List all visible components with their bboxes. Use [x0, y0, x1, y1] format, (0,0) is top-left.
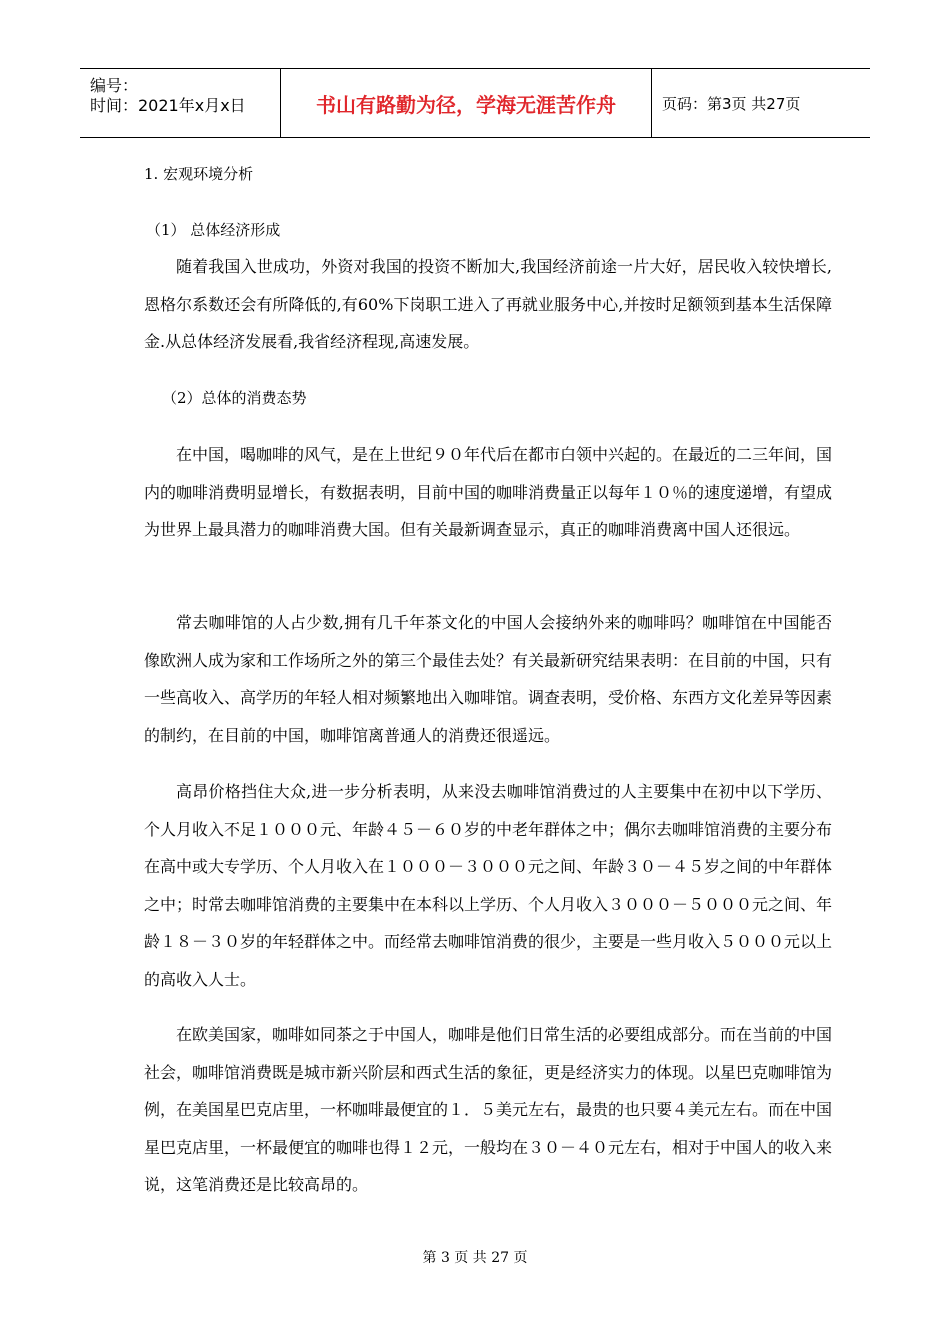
paragraph-coffee-trend: 在中国，喝咖啡的风气，是在上世纪９０年代后在都市白领中兴起的。在最近的二三年间，国内的咖啡消费明显增长，有数据表明，目前中国的咖啡消费量正以每年１０％的速度递增，有望成为世界上最具潜力的咖啡消费大国。但有关最新调查显示，真正的咖啡消费离中国人还很远。: [144, 445, 833, 539]
paragraph-economy: 随着我国入世成功，外资对我国的投资不断加大,我国经济前途一片大好，居民收入较快增长,恩格尔系数还会有所降低的,有60%下岗职工进入了再就业服务中心,并按时足额领到基本生活保障金.从总体经济发展看,我省经济程现,高速发展。: [144, 257, 832, 351]
paragraph-west-comparison: 在欧美国家，咖啡如同茶之于中国人，咖啡是他们日常生活的必要组成部分。而在当前的中国社会，咖啡馆消费既是城市新兴阶层和西式生活的象征，更是经济实力的体现。以星巴克咖啡馆为例，在美国星巴克店里，一杯咖啡最便宜的１．５美元左右，最贵的也只要４美元左右。而在中国星巴克店里，一杯最便宜的咖啡也得１２元，一般均在３０－４０元左右，相对于中国人的收入来说，这笔消费还是比较高昂的。: [144, 1025, 833, 1194]
document-number-label: 编号：: [90, 76, 139, 95]
header-motto: 书山有路勤为径，学海无涯苦作舟: [316, 93, 616, 117]
subsection-consumption: （2）总体的消费态势: [162, 389, 307, 407]
paragraph-coffee-shop: 常去咖啡馆的人占少数,拥有几千年茶文化的中国人会接纳外来的咖啡吗？咖啡馆在中国能否像欧洲人成为家和工作场所之外的第三个最佳去处？有关最新研究结果表明：在目前的中国，只有一些高收入、高学历的年轻人相对频繁地出入咖啡馆。调查表明，受价格、东西方文化差异等因素的制约，在目前的中国，咖啡馆离普通人的消费还很遥远。: [144, 613, 833, 745]
paragraph-price-analysis: 高昂价格挡住大众,进一步分析表明，从来没去咖啡馆消费过的人主要集中在初中以下学历、个人月收入不足１０００元、年龄４５－６０岁的中老年群体之中；偶尔去咖啡馆消费的主要分布在高中或大专学历、个人月收入在１０００－３０００元之间、年龄３０－４５岁之间的中年群体之中；时常去咖啡馆消费的主要集中在本科以上学历、个人月收入３０００－５０００元之间、年龄１８－３０岁的年轻群体之中。而经常去咖啡馆消费的很少，主要是一些月收入５０００元以上的高收入人士。: [144, 782, 833, 989]
header-page-info: 页码：第3页 共27页: [662, 95, 801, 113]
section-heading-macro: 1. 宏观环境分析: [144, 165, 254, 183]
header-page-cell: [652, 69, 870, 137]
document-date-label: 时间：2021年x月x日: [90, 96, 246, 115]
page-header: [80, 68, 870, 138]
header-motto-cell: [281, 69, 652, 137]
subsection-economy: （1） 总体经济形成: [146, 221, 281, 239]
header-meta-cell: [80, 69, 281, 137]
page-footer: 第 3 页 共 27 页: [422, 1250, 528, 1266]
